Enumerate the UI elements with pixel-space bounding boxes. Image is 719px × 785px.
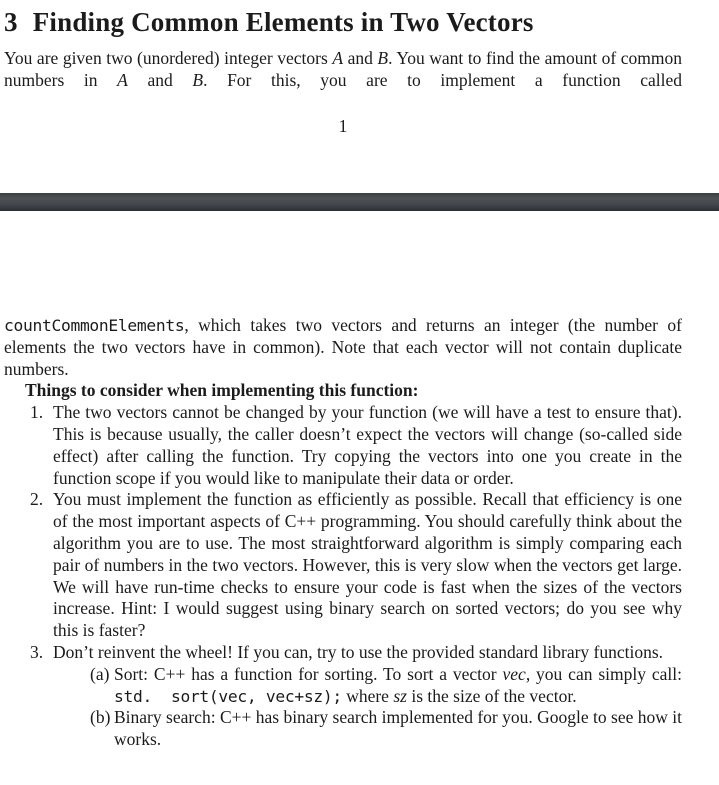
sublist-item-a: [53, 664, 682, 708]
sublist-item-text: Binary search: C++ has binary search implemented for you. Google to see how it works.: [114, 707, 682, 750]
continuation-paragraph: [4, 315, 682, 380]
sublist-marker: (b): [90, 707, 111, 728]
list-item-text: Don’t reinvent the wheel! If you can, try to use the provided standard library functions.: [53, 641, 664, 662]
considerations-list: [4, 402, 682, 751]
list-item-text: The two vectors cannot be changed by your function (we will have a test to ensure that). This is because usually, the caller doesn’t expect the vectors will change (so-called side effect) after calling the function. Try copying the vectors into one you create in the function scope if you would like to manipulate their data or order.: [53, 402, 682, 488]
continuation-text: , which takes two vectors and returns an integer (the number of elements the two vectors have in common). Note that each vector will not contain duplicate numbers.: [4, 315, 682, 379]
page-separator: [0, 193, 719, 211]
intro-paragraph: [4, 48, 682, 92]
var-b: B: [377, 48, 389, 68]
list-marker: 1.: [30, 402, 44, 423]
sublist-marker: (a): [90, 663, 110, 684]
var-vec: vec: [502, 663, 526, 684]
section-title: Finding Common Elements in Two Vectors: [32, 7, 534, 37]
sublist-item-b: [53, 707, 682, 751]
intro-text: and: [343, 48, 378, 68]
section-heading: [4, 5, 682, 39]
sort-call-code: std. sort(vec, vec+sz);: [114, 686, 342, 706]
list-item-text: You must implement the function as efficiently as possible. Recall that efficiency is one of the most important aspects of C++ programming. You should carefully think about the algorithm you are to use. The most straightforward algorithm is simply comparing each pair of numbers in the two vectors. However, this is very slow when the vectors get large. We will have run-time checks to ensure your code is fast when the sizes of the vectors increase. Hint: I would suggest using binary search on sorted vectors; do you see why this is faster?: [53, 489, 682, 641]
intro-text: . You want to find the amount of common numbers in: [4, 48, 682, 90]
var-sz: sz: [393, 685, 407, 706]
function-name-code: countCommonElements: [4, 316, 185, 335]
list-marker: 3.: [30, 641, 44, 662]
sublist: [53, 664, 682, 751]
things-heading: Things to consider when implementing this function:: [25, 380, 419, 401]
var-a: A: [117, 69, 128, 90]
intro-text: . For this, you are to implement a function called: [203, 69, 682, 90]
sublist-item-text: Sort: C++ has a function for sorting. To sort a vector: [114, 663, 503, 684]
sublist-item-text: , you can simply call:: [525, 663, 682, 684]
list-item-1: [4, 402, 682, 489]
list-item-3: [4, 642, 682, 751]
list-marker: 2.: [30, 489, 44, 510]
page-number: 1: [338, 115, 348, 136]
var-b: B: [192, 69, 204, 90]
intro-text: You are given two (unordered) integer vectors: [4, 48, 333, 68]
page-1: [0, 0, 719, 193]
sublist-item-text: where: [341, 685, 394, 706]
list-item-2: [4, 489, 682, 642]
page-2: [0, 211, 719, 785]
section-number: 3: [4, 7, 18, 37]
intro-text: and: [127, 69, 193, 90]
var-a: A: [332, 48, 344, 68]
sublist-item-text: is the size of the vector.: [406, 685, 577, 706]
